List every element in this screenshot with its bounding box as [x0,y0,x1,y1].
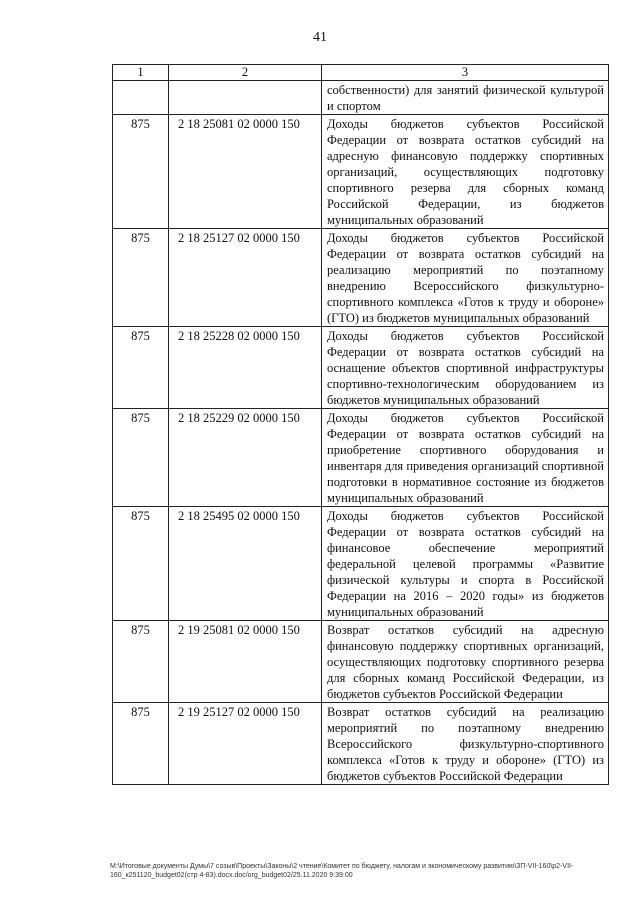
table-row [113,703,609,785]
budget-code-cell: 2 18 25228 02 0000 150 [169,327,322,409]
table-row [113,507,609,621]
description-cell: Доходы бюджетов субъектов Российской Федерации от возврата остатков субсидий на реализацию мероприятий по поэтапному внедрению Всероссийского физкультурно-спортивного комплекса «Готов к труду и обороне» (ГТО) из бюджетов муниципальных образований [322,229,609,327]
budget-code-cell [169,81,322,115]
description-cell: собственности) для занятий физической культурой и спортом [322,81,609,115]
admin-code-cell: 875 [113,621,169,703]
description-cell: Доходы бюджетов субъектов Российской Федерации от возврата остатков субсидий на оснащение объектов спортивной инфраструктуры спортивно-технологическим оборудованием из бюджетов муниципальных образований [322,327,609,409]
admin-code-cell [113,81,169,115]
table-row [113,621,609,703]
page-number: 41 [313,30,327,45]
budget-code-cell: 2 19 25127 02 0000 150 [169,703,322,785]
budget-code-cell: 2 18 25495 02 0000 150 [169,507,322,621]
admin-code-cell: 875 [113,409,169,507]
description-cell: Доходы бюджетов субъектов Российской Федерации от возврата остатков субсидий на приобретение спортивного оборудования и инвентаря для приведения организаций спортивной подготовки в нормативное состояние из бюджетов муниципальных образований [322,409,609,507]
column-header-3: 3 [322,65,609,81]
table-row [113,81,609,115]
budget-classification-table [112,64,609,785]
description-cell: Доходы бюджетов субъектов Российской Федерации от возврата остатков субсидий на адресную финансовую поддержку спортивных организаций, осуществляющих подготовку спортивного резерва для сборных команд Российской Федерации, из бюджетов муниципальных образований [322,115,609,229]
table-row [113,409,609,507]
table-row [113,115,609,229]
budget-code-cell: 2 18 25081 02 0000 150 [169,115,322,229]
admin-code-cell: 875 [113,703,169,785]
file-path-footer: М:\Итоговые документы Думы\7 созыв\Проекты\Законы\2 чтение\Комитет по бюджету, налогам и экономическому развитию\ЗП-VII-160\р2-VII-160_к251120_budget02(стр 4-83).docx.doc/org_budget02/25.11.2020 9:39:00 [110,863,574,879]
admin-code-cell: 875 [113,229,169,327]
description-cell: Доходы бюджетов субъектов Российской Федерации от возврата остатков субсидий на финансовое обеспечение мероприятий федеральной целевой программы «Развитие физической культуры и спорта в Российской Федерации на 2016 – 2020 годы» из бюджетов муниципальных образований [322,507,609,621]
admin-code-cell: 875 [113,115,169,229]
budget-code-cell: 2 18 25127 02 0000 150 [169,229,322,327]
description-cell: Возврат остатков субсидий на адресную финансовую поддержку спортивных организаций, осуществляющих подготовку спортивного резерва для сборных команд Российской Федерации, из бюджетов субъектов Российской Федерации [322,621,609,703]
column-header-1: 1 [113,65,169,81]
admin-code-cell: 875 [113,327,169,409]
budget-code-cell: 2 19 25081 02 0000 150 [169,621,322,703]
table-header-row [113,65,609,81]
table-row [113,229,609,327]
column-header-2: 2 [169,65,322,81]
admin-code-cell: 875 [113,507,169,621]
budget-code-cell: 2 18 25229 02 0000 150 [169,409,322,507]
description-cell: Возврат остатков субсидий на реализацию мероприятий по поэтапному внедрению Всероссийского физкультурно-спортивного комплекса «Готов к труду и обороне» (ГТО) из бюджетов субъектов Российской Федерации [322,703,609,785]
table-row [113,327,609,409]
